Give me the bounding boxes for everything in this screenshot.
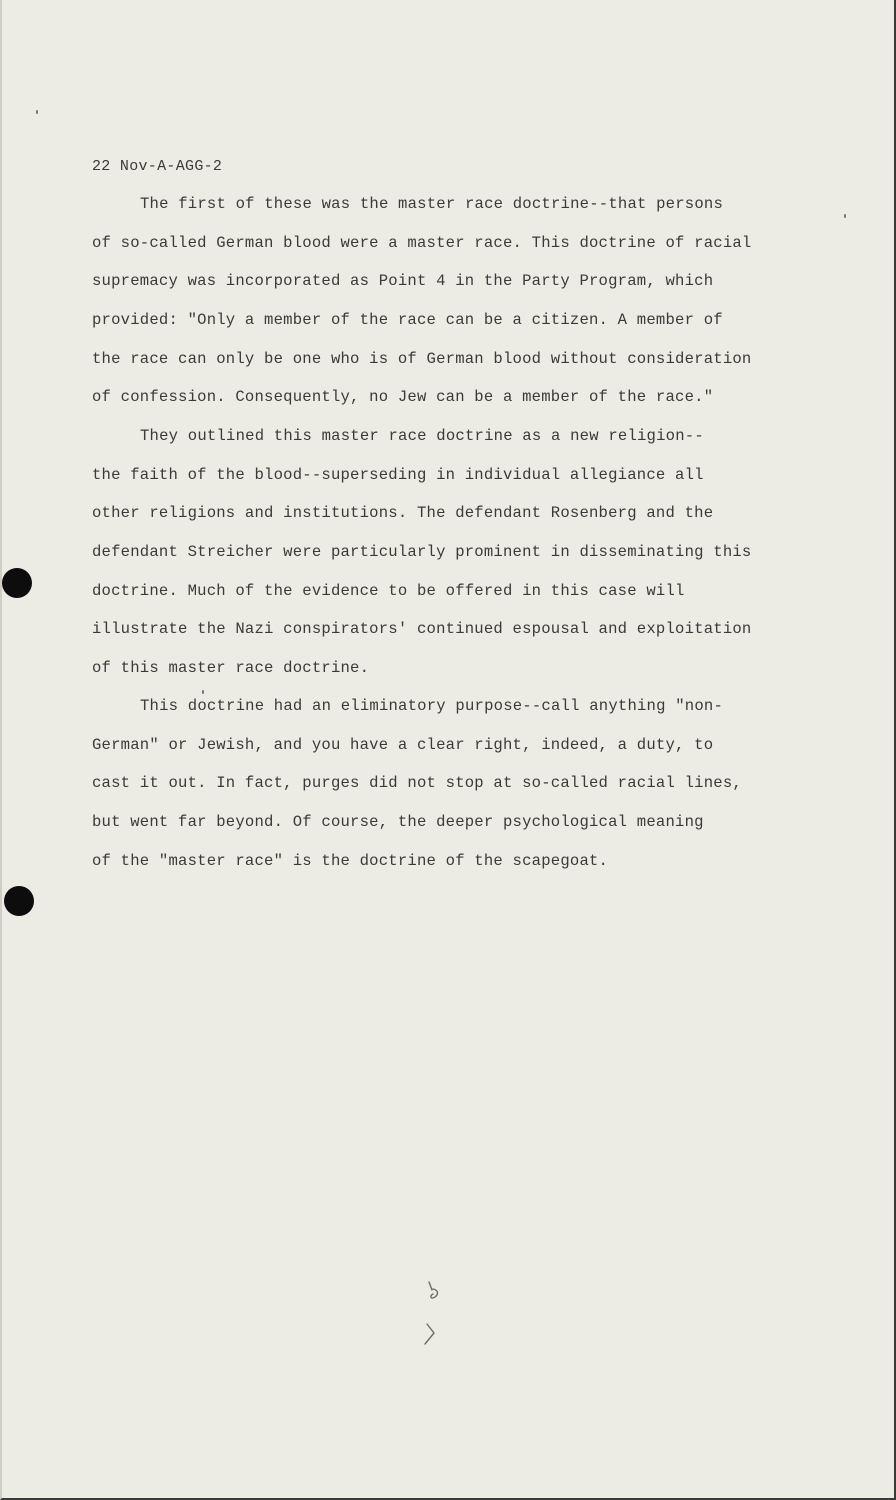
paper-speck	[202, 690, 204, 694]
paragraph-1	[92, 190, 782, 422]
text-line: the race can only be one who is of German blood without consideration	[92, 349, 752, 368]
text-line: The first of these was the master race doctrine--that persons	[140, 195, 724, 213]
text-line: German" or Jewish, and you have a clear right, indeed, a duty, to	[92, 735, 714, 754]
text-line: defendant Streicher were particularly prominent in disseminating this	[92, 543, 752, 562]
paragraph-3	[92, 692, 782, 885]
text-line: They outlined this master race doctrine as a new religion--	[140, 427, 704, 445]
paper-speck	[36, 110, 38, 114]
paragraph-2	[92, 422, 782, 693]
text-line: doctrine. Much of the evidence to be offered in this case will	[92, 581, 685, 600]
text-line: the faith of the blood--superseding in individual allegiance all	[92, 465, 704, 484]
paper-speck	[844, 214, 846, 218]
handwritten-pencil-mark	[420, 1280, 450, 1350]
page-identifier: 22 Nov-A-AGG-2	[92, 158, 223, 175]
text-line: provided: "Only a member of the race can be a citizen. A member of	[92, 311, 723, 330]
text-line: illustrate the Nazi conspirators' continued espousal and exploitation	[92, 620, 752, 639]
binder-punch-hole	[4, 886, 34, 916]
text-line: of this master race doctrine.	[92, 659, 370, 678]
text-line: cast it out. In fact, purges did not stop at so-called racial lines,	[92, 774, 742, 793]
binder-punch-hole	[2, 568, 32, 598]
text-line: supremacy was incorporated as Point 4 in the Party Program, which	[92, 272, 714, 291]
text-line: of so-called German blood were a master race. This doctrine of racial	[92, 233, 752, 252]
text-line: but went far beyond. Of course, the deeper psychological meaning	[92, 813, 704, 832]
text-line: of the "master race" is the doctrine of the scapegoat.	[92, 851, 609, 870]
text-line: This doctrine had an eliminatory purpose--call anything "non-	[140, 697, 724, 715]
text-line: other religions and institutions. The defendant Rosenberg and the	[92, 504, 714, 523]
text-line: of confession. Consequently, no Jew can be a member of the race."	[92, 388, 714, 407]
